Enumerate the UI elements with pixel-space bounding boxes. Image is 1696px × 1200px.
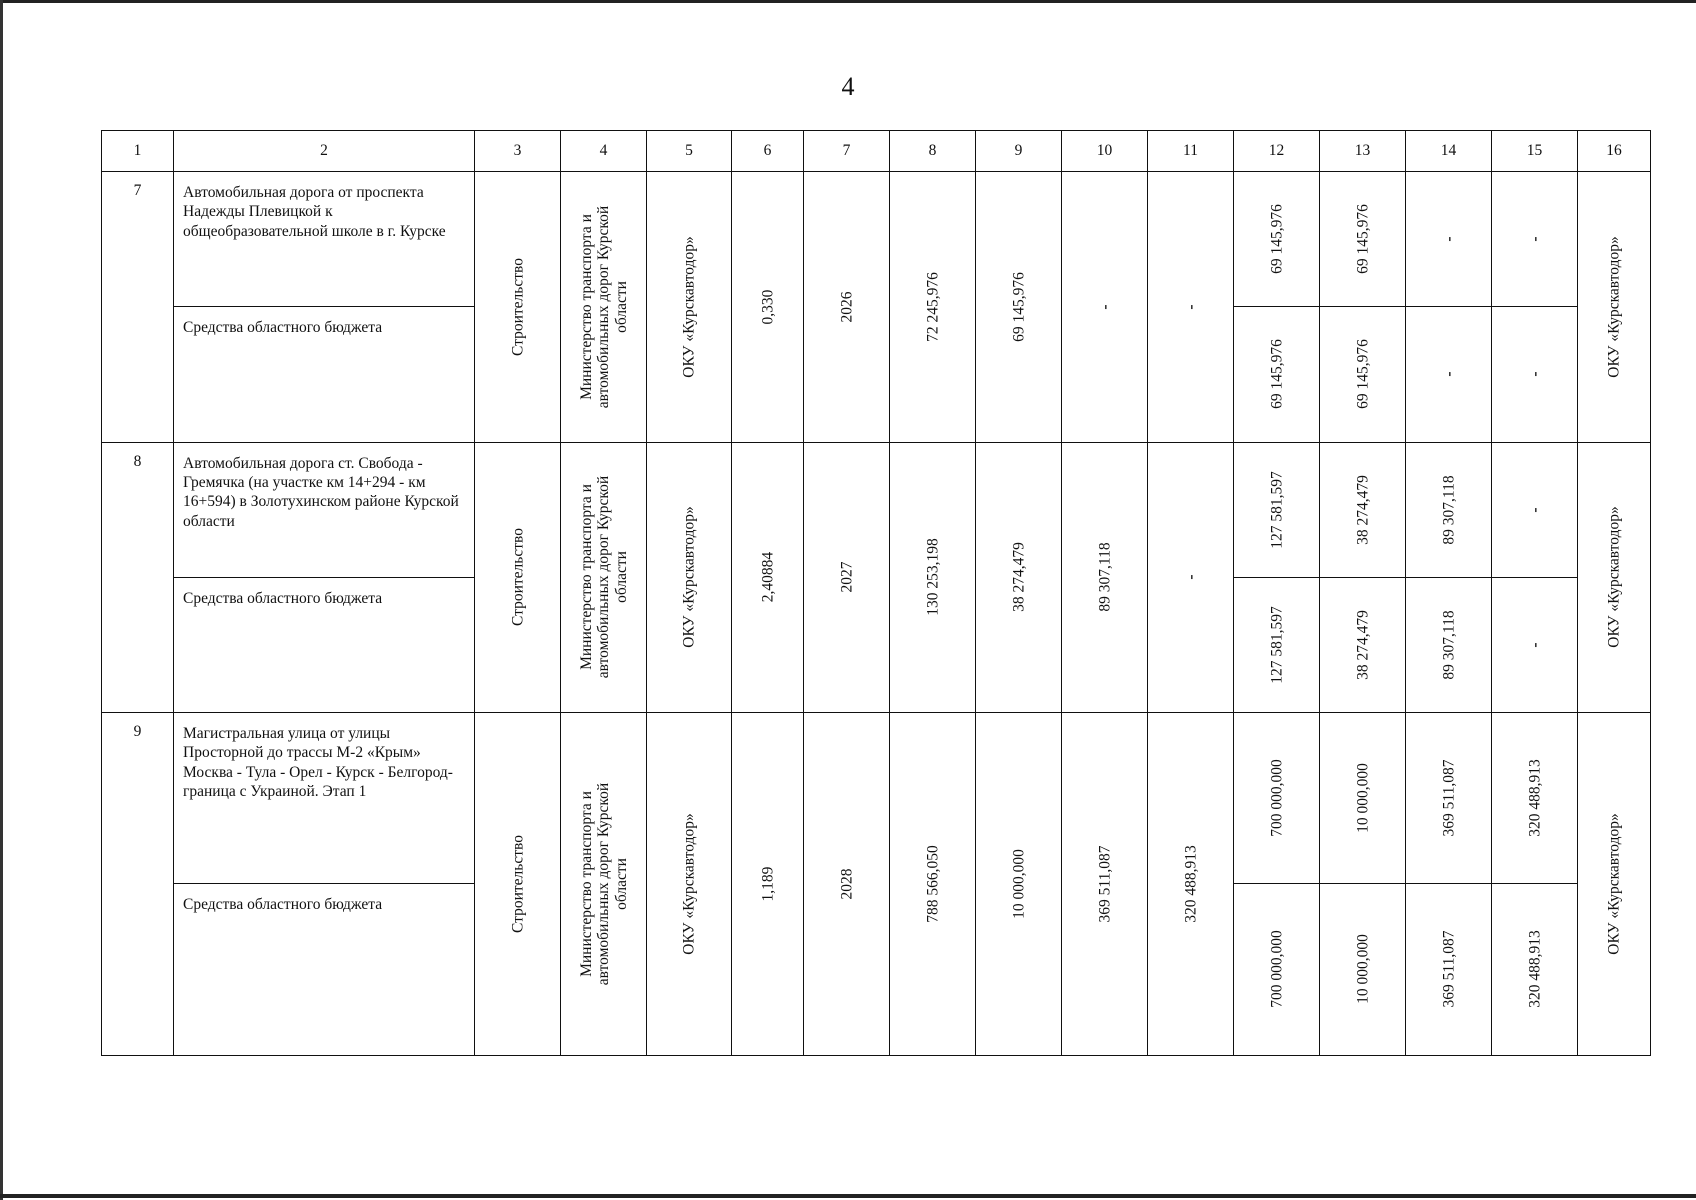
value-col-12-cell [1234, 307, 1320, 442]
total-cost: 130 253,198 [923, 538, 941, 616]
value-col-12-cell [1234, 884, 1320, 1055]
executor-cell [1578, 442, 1651, 713]
header-cell: 9 [976, 131, 1062, 172]
completion-year: 2028 [837, 868, 855, 900]
customer-cell [561, 442, 647, 713]
page-number: 4 [841, 72, 855, 101]
value-col-13: 10 000,000 [1353, 934, 1371, 1005]
header-cell: 3 [475, 131, 561, 172]
row-number: 9 [102, 713, 174, 1056]
customer: Министерство транспорта и автомобильных дорог Курской области [577, 205, 630, 408]
header-cell: 1 [102, 131, 174, 172]
executor: ОКУ «Курскавтодор» [1605, 506, 1623, 648]
work-type: Строительство [508, 528, 526, 627]
length-km: 0,330 [758, 289, 776, 325]
length-km: 1,189 [758, 866, 776, 902]
value-col-12: 700 000,000 [1267, 759, 1285, 837]
object-name: Магистральная улица от улицы Просторной до трассы М-2 «Крым» Москва - Тула - Орел - Курск - Белгород-граница с Украиной. Этап 1 [174, 713, 475, 884]
work-type: Строительство [508, 257, 526, 356]
total-cost-cell [890, 713, 976, 1056]
object-name: Автомобильная дорога ст. Свобода - Гремячка (на участке км 14+294 - км 16+594) в Золотухинском районе Курской области [174, 442, 475, 577]
value-col-14: 369 511,087 [1439, 759, 1457, 837]
value-col-10-cell [1062, 172, 1148, 443]
scan-edge-left [0, 0, 3, 1200]
value-col-15-cell [1492, 442, 1578, 577]
completion-year: 2026 [837, 291, 855, 323]
value-col-14-cell [1406, 884, 1492, 1055]
value-col-13: 69 145,976 [1353, 204, 1371, 274]
value-col-12: 700 000,000 [1267, 930, 1285, 1008]
value-col-11: - [1181, 304, 1199, 310]
agency: ОКУ «Курскавтодор» [680, 506, 698, 648]
value-col-13-cell [1320, 172, 1406, 307]
agency-cell [647, 713, 732, 1056]
value-col-13-cell [1320, 713, 1406, 884]
value-col-15-cell [1492, 577, 1578, 712]
value-col-10-cell [1062, 442, 1148, 713]
value-col-12-cell [1234, 172, 1320, 307]
value-col-11: - [1181, 574, 1199, 580]
value-col-12: 69 145,976 [1267, 204, 1285, 274]
value-col-13-cell [1320, 884, 1406, 1055]
value-col-12: 69 145,976 [1267, 339, 1285, 410]
header-cell: 10 [1062, 131, 1148, 172]
value-col-10: 89 307,118 [1095, 542, 1113, 612]
work-type-cell [475, 713, 561, 1056]
header-row [102, 131, 1651, 172]
work-type-cell [475, 442, 561, 713]
agency: ОКУ «Курскавтодор» [680, 236, 698, 378]
completion-year-cell [804, 713, 890, 1056]
customer: Министерство транспорта и автомобильных дорог Курской области [577, 476, 630, 679]
value-col-15: - [1525, 236, 1543, 242]
value-col-14-cell [1406, 307, 1492, 442]
value-col-13: 38 274,479 [1353, 609, 1371, 680]
value-col-14: 89 307,118 [1439, 474, 1457, 545]
value-col-14-cell [1406, 577, 1492, 712]
value-col-14-cell [1406, 172, 1492, 307]
length-km-cell [732, 713, 804, 1056]
value-col-14-cell [1406, 442, 1492, 577]
table-row [102, 442, 1651, 577]
value-col-15: - [1525, 506, 1543, 513]
value-col-14: - [1439, 236, 1457, 242]
total-cost: 72 245,976 [923, 271, 941, 342]
scan-edge-top [0, 0, 1696, 3]
value-col-12-cell [1234, 577, 1320, 712]
executor: ОКУ «Курскавтодор» [1605, 813, 1623, 955]
length-km-cell [732, 172, 804, 443]
header-cell: 15 [1492, 131, 1578, 172]
header-cell: 16 [1578, 131, 1651, 172]
value-col-14: 89 307,118 [1439, 610, 1457, 680]
value-col-14: - [1439, 371, 1457, 377]
value-col-15: 320 488,913 [1525, 930, 1543, 1008]
funding-source: Средства областного бюджета [174, 577, 475, 712]
length-km-cell [732, 442, 804, 713]
executor: ОКУ «Курскавтодор» [1605, 236, 1623, 378]
value-col-11: 320 488,913 [1181, 845, 1199, 923]
total-cost-cell [890, 442, 976, 713]
value-col-13-cell [1320, 442, 1406, 577]
value-col-15-cell [1492, 884, 1578, 1055]
value-col-13: 38 274,479 [1353, 474, 1371, 545]
value-col-13-cell [1320, 577, 1406, 712]
value-col-14-cell [1406, 713, 1492, 884]
value-col-15-cell [1492, 713, 1578, 884]
value-col-11-cell [1148, 172, 1234, 443]
row-number: 8 [102, 442, 174, 713]
work-type-cell [475, 172, 561, 443]
agency-cell [647, 172, 732, 443]
total-cost: 788 566,050 [923, 845, 941, 923]
customer-cell [561, 172, 647, 443]
value-col-15: 320 488,913 [1525, 759, 1543, 837]
value-col-11-cell [1148, 713, 1234, 1056]
header-cell: 14 [1406, 131, 1492, 172]
row-number: 7 [102, 172, 174, 443]
value-col-9-cell [976, 172, 1062, 443]
funding-source: Средства областного бюджета [174, 307, 475, 442]
customer: Министерство транспорта и автомобильных дорог Курской области [577, 782, 630, 985]
header-cell: 11 [1148, 131, 1234, 172]
value-col-9: 38 274,479 [1009, 542, 1027, 613]
value-col-9: 10 000,000 [1009, 848, 1027, 919]
value-col-14: 369 511,087 [1439, 930, 1457, 1008]
work-type: Строительство [508, 834, 526, 933]
header-cell: 6 [732, 131, 804, 172]
value-col-12: 127 581,597 [1267, 470, 1285, 549]
customer-cell [561, 713, 647, 1056]
agency-cell [647, 442, 732, 713]
scan-edge-bottom [0, 1194, 1696, 1198]
header-cell: 4 [561, 131, 647, 172]
header-cell: 12 [1234, 131, 1320, 172]
object-name: Автомобильная дорога от проспекта Надежды Плевицкой к общеобразовательной школе в г. Курске [174, 172, 475, 307]
value-col-12-cell [1234, 442, 1320, 577]
length-km: 2,40884 [758, 552, 776, 603]
value-col-12: 127 581,597 [1267, 606, 1285, 684]
value-col-10: - [1095, 304, 1113, 310]
table-row [102, 713, 1651, 884]
completion-year-cell [804, 172, 890, 443]
value-col-15: - [1525, 371, 1543, 377]
table-row [102, 172, 1651, 307]
funding-source: Средства областного бюджета [174, 884, 475, 1055]
value-col-11-cell [1148, 442, 1234, 713]
value-col-15: - [1525, 642, 1543, 648]
value-col-13: 69 145,976 [1353, 339, 1371, 410]
value-col-15-cell [1492, 307, 1578, 442]
header-cell: 8 [890, 131, 976, 172]
value-col-12-cell [1234, 713, 1320, 884]
value-col-10: 369 511,087 [1095, 845, 1113, 923]
project-table [101, 130, 1651, 1056]
value-col-15-cell [1492, 172, 1578, 307]
executor-cell [1578, 172, 1651, 443]
agency: ОКУ «Курскавтодор» [680, 813, 698, 955]
header-cell: 13 [1320, 131, 1406, 172]
value-col-9-cell [976, 713, 1062, 1056]
value-col-13-cell [1320, 307, 1406, 442]
header-cell: 5 [647, 131, 732, 172]
value-col-13: 10 000,000 [1353, 763, 1371, 833]
completion-year: 2027 [837, 561, 855, 593]
executor-cell [1578, 713, 1651, 1056]
value-col-9: 69 145,976 [1009, 271, 1027, 342]
value-col-10-cell [1062, 713, 1148, 1056]
completion-year-cell [804, 442, 890, 713]
header-cell: 7 [804, 131, 890, 172]
value-col-9-cell [976, 442, 1062, 713]
total-cost-cell [890, 172, 976, 443]
header-cell: 2 [174, 131, 475, 172]
